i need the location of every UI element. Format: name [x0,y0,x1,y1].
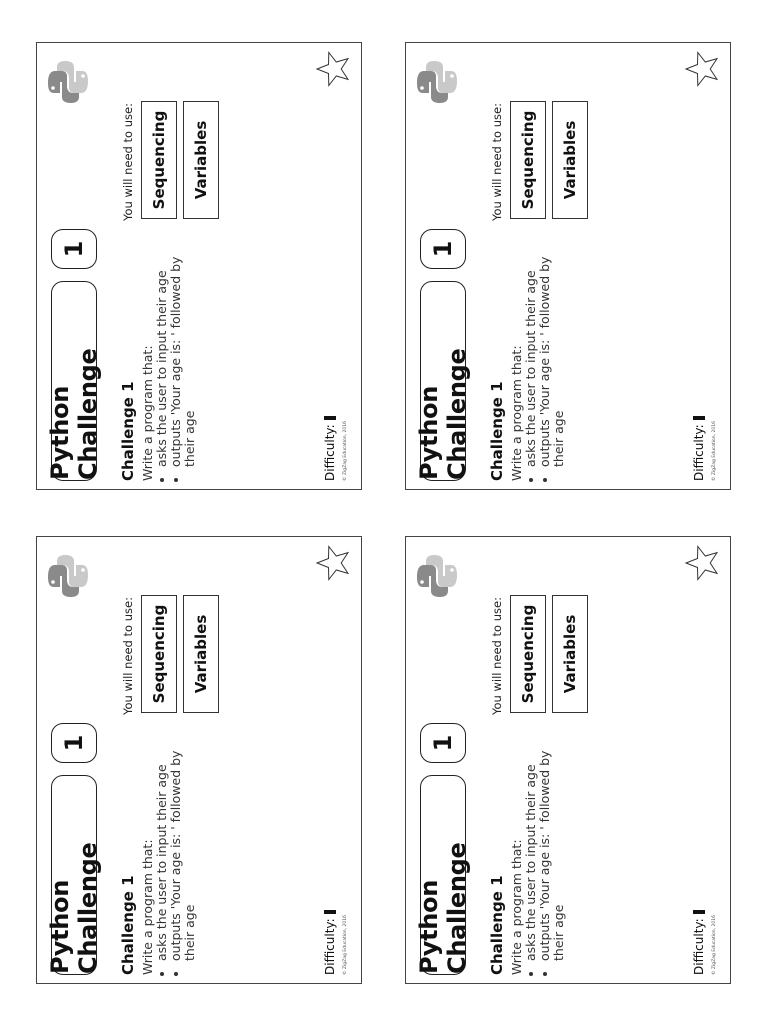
intro-text: Write a program that: [509,345,524,481]
need-label: You will need to use: [490,103,504,221]
difficulty-bar-icon [324,416,336,420]
challenge-description [141,231,197,481]
difficulty [323,416,337,481]
challenge-number: 1 [51,723,97,763]
challenge-card-top-left [36,42,362,490]
challenge-card-bottom-left [36,536,362,984]
difficulty [692,910,706,975]
card-title: Python Challenge [420,775,466,975]
python-logo-icon [45,553,91,599]
python-logo-icon [414,553,460,599]
concept-box-sequencing: Sequencing [510,101,546,219]
star-icon [684,545,720,581]
difficulty-label: Difficulty: [692,424,706,481]
bullet-item: • outputs 'Your age is: ' followed by their age [169,725,197,961]
challenge-heading: Challenge 1 [488,381,506,481]
copyright: © ZigZag Education, 2016 [343,915,348,975]
difficulty-label: Difficulty: [323,918,337,975]
python-logo-icon [45,59,91,105]
difficulty [692,416,706,481]
need-label: You will need to use: [490,597,504,715]
challenge-description [141,725,197,975]
challenge-heading: Challenge 1 [119,381,137,481]
challenge-description [510,725,566,975]
challenge-description [510,231,566,481]
difficulty-bar-icon [324,910,336,914]
challenge-heading: Challenge 1 [488,875,506,975]
card-title: Python Challenge [420,281,466,481]
copyright: © ZigZag Education, 2016 [712,915,717,975]
difficulty [323,910,337,975]
difficulty-bar-icon [693,910,705,914]
challenge-card-bottom-right [405,536,731,984]
challenge-card-top-right [405,42,731,490]
concept-box-variables: Variables [183,595,219,713]
python-logo-icon [414,59,460,105]
bullet-item: • outputs 'Your age is: ' followed by their age [169,231,197,467]
concept-box-sequencing: Sequencing [510,595,546,713]
intro-text: Write a program that: [140,839,155,975]
copyright: © ZigZag Education, 2016 [712,421,717,481]
difficulty-label: Difficulty: [692,918,706,975]
difficulty-label: Difficulty: [323,424,337,481]
challenge-number: 1 [420,723,466,763]
challenge-number: 1 [51,229,97,269]
bullet-item: • asks the user to input their age [155,725,169,961]
bullet-item: • asks the user to input their age [155,231,169,467]
difficulty-bar-icon [693,416,705,420]
intro-text: Write a program that: [509,839,524,975]
need-label: You will need to use: [121,597,135,715]
challenge-heading: Challenge 1 [119,875,137,975]
need-label: You will need to use: [121,103,135,221]
star-icon [315,51,351,87]
intro-text: Write a program that: [140,345,155,481]
challenge-number: 1 [420,229,466,269]
card-title: Python Challenge [51,281,97,481]
bullet-item: • asks the user to input their age [524,231,538,467]
card-title: Python Challenge [51,775,97,975]
concept-box-variables: Variables [552,595,588,713]
bullet-item: • asks the user to input their age [524,725,538,961]
concept-box-sequencing: Sequencing [141,101,177,219]
bullet-item: • outputs 'Your age is: ' followed by their age [538,231,566,467]
star-icon [684,51,720,87]
concept-box-variables: Variables [552,101,588,219]
bullet-item: • outputs 'Your age is: ' followed by their age [538,725,566,961]
star-icon [315,545,351,581]
concept-box-sequencing: Sequencing [141,595,177,713]
copyright: © ZigZag Education, 2016 [343,421,348,481]
concept-box-variables: Variables [183,101,219,219]
